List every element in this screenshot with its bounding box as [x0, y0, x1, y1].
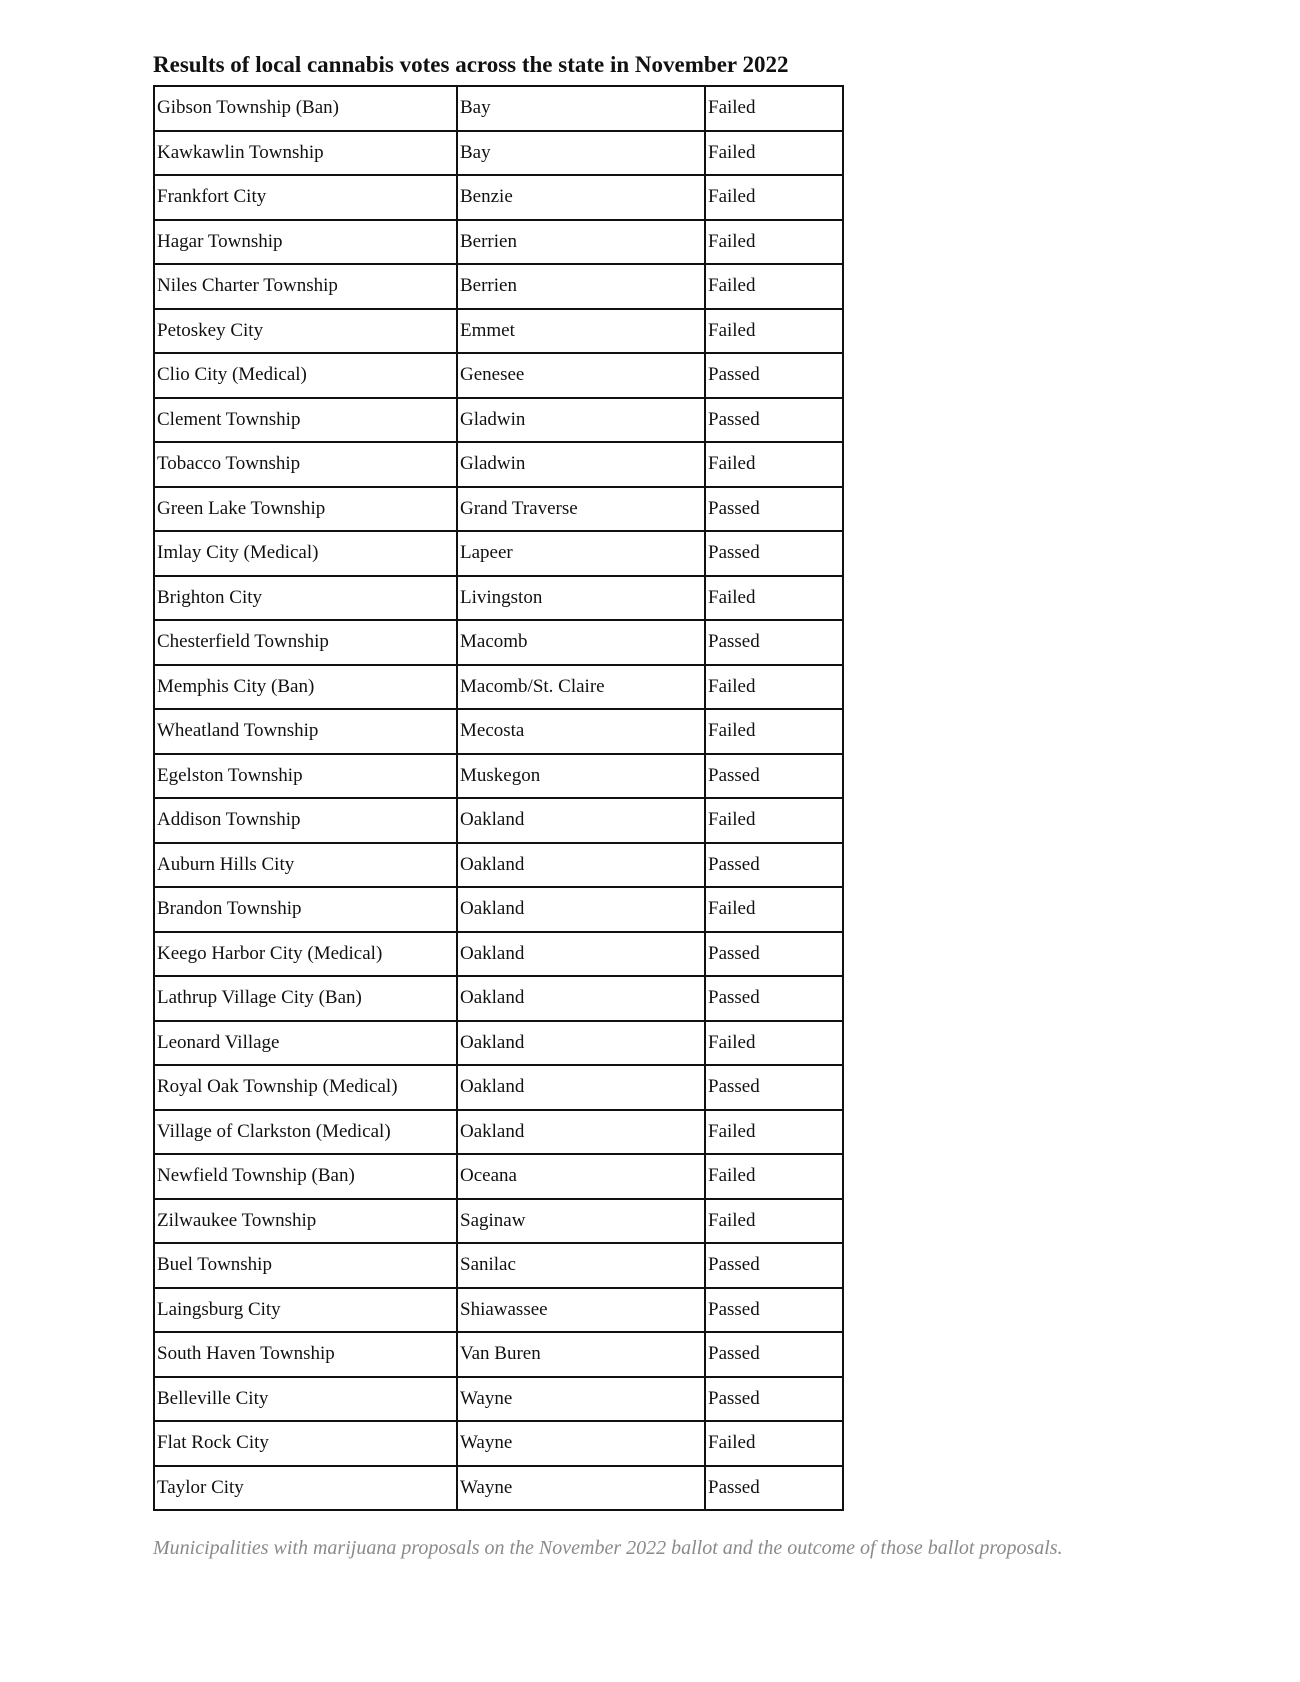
municipality-cell: Egelston Township	[154, 754, 457, 799]
table-row	[154, 976, 843, 1021]
county-cell: Livingston	[457, 576, 705, 621]
result-cell: Failed	[705, 131, 843, 176]
table-row	[154, 398, 843, 443]
table-row	[154, 1021, 843, 1066]
table-row	[154, 531, 843, 576]
municipality-cell: Zilwaukee Township	[154, 1199, 457, 1244]
table-row	[154, 1421, 843, 1466]
municipality-cell: Addison Township	[154, 798, 457, 843]
county-cell: Oakland	[457, 1065, 705, 1110]
table-row	[154, 264, 843, 309]
result-cell: Passed	[705, 353, 843, 398]
table-row	[154, 1243, 843, 1288]
result-cell: Passed	[705, 932, 843, 977]
municipality-cell: Niles Charter Township	[154, 264, 457, 309]
county-cell: Oakland	[457, 976, 705, 1021]
result-cell: Passed	[705, 487, 843, 532]
table-row	[154, 220, 843, 265]
result-cell: Failed	[705, 175, 843, 220]
municipality-cell: Laingsburg City	[154, 1288, 457, 1333]
result-cell: Passed	[705, 1377, 843, 1422]
result-cell: Failed	[705, 709, 843, 754]
table-row	[154, 843, 843, 888]
table-row	[154, 709, 843, 754]
result-cell: Passed	[705, 398, 843, 443]
municipality-cell: Gibson Township (Ban)	[154, 86, 457, 131]
municipality-cell: Hagar Township	[154, 220, 457, 265]
table-caption: Municipalities with marijuana proposals on the November 2022 ballot and the outcome of those ballot proposals.	[153, 1537, 1063, 1559]
county-cell: Emmet	[457, 309, 705, 354]
result-cell: Passed	[705, 620, 843, 665]
result-cell: Failed	[705, 1421, 843, 1466]
result-cell: Failed	[705, 665, 843, 710]
table-row	[154, 1466, 843, 1511]
county-cell: Wayne	[457, 1421, 705, 1466]
county-cell: Oakland	[457, 798, 705, 843]
table-row	[154, 175, 843, 220]
result-cell: Passed	[705, 1243, 843, 1288]
county-cell: Benzie	[457, 175, 705, 220]
county-cell: Oakland	[457, 1110, 705, 1155]
county-cell: Wayne	[457, 1377, 705, 1422]
municipality-cell: Buel Township	[154, 1243, 457, 1288]
county-cell: Oakland	[457, 843, 705, 888]
result-cell: Failed	[705, 86, 843, 131]
county-cell: Gladwin	[457, 442, 705, 487]
table-row	[154, 932, 843, 977]
result-cell: Passed	[705, 843, 843, 888]
result-cell: Failed	[705, 576, 843, 621]
municipality-cell: Newfield Township (Ban)	[154, 1154, 457, 1199]
county-cell: Gladwin	[457, 398, 705, 443]
municipality-cell: Flat Rock City	[154, 1421, 457, 1466]
county-cell: Bay	[457, 131, 705, 176]
municipality-cell: Imlay City (Medical)	[154, 531, 457, 576]
table-row	[154, 353, 843, 398]
municipality-cell: Village of Clarkston (Medical)	[154, 1110, 457, 1155]
municipality-cell: Petoskey City	[154, 309, 457, 354]
result-cell: Passed	[705, 531, 843, 576]
result-cell: Failed	[705, 1199, 843, 1244]
page-title: Results of local cannabis votes across the state in November 2022	[153, 52, 789, 77]
result-cell: Failed	[705, 442, 843, 487]
table-row	[154, 1154, 843, 1199]
result-cell: Failed	[705, 798, 843, 843]
municipality-cell: Clement Township	[154, 398, 457, 443]
municipality-cell: Frankfort City	[154, 175, 457, 220]
result-cell: Passed	[705, 1332, 843, 1377]
table-row	[154, 1110, 843, 1155]
table-row	[154, 442, 843, 487]
table-row	[154, 620, 843, 665]
results-table-body	[154, 86, 843, 1510]
table-row	[154, 1199, 843, 1244]
municipality-cell: Lathrup Village City (Ban)	[154, 976, 457, 1021]
county-cell: Mecosta	[457, 709, 705, 754]
county-cell: Sanilac	[457, 1243, 705, 1288]
municipality-cell: Belleville City	[154, 1377, 457, 1422]
result-cell: Failed	[705, 887, 843, 932]
county-cell: Oakland	[457, 887, 705, 932]
municipality-cell: Memphis City (Ban)	[154, 665, 457, 710]
municipality-cell: Brighton City	[154, 576, 457, 621]
county-cell: Oakland	[457, 1021, 705, 1066]
result-cell: Failed	[705, 1154, 843, 1199]
table-row	[154, 309, 843, 354]
municipality-cell: Brandon Township	[154, 887, 457, 932]
county-cell: Shiawassee	[457, 1288, 705, 1333]
document	[153, 50, 1153, 1560]
county-cell: Macomb/St. Claire	[457, 665, 705, 710]
result-cell: Passed	[705, 1466, 843, 1511]
county-cell: Saginaw	[457, 1199, 705, 1244]
table-row	[154, 1288, 843, 1333]
county-cell: Oceana	[457, 1154, 705, 1199]
municipality-cell: Chesterfield Township	[154, 620, 457, 665]
table-row	[154, 487, 843, 532]
municipality-cell: Leonard Village	[154, 1021, 457, 1066]
municipality-cell: Tobacco Township	[154, 442, 457, 487]
table-row	[154, 798, 843, 843]
municipality-cell: Green Lake Township	[154, 487, 457, 532]
municipality-cell: Royal Oak Township (Medical)	[154, 1065, 457, 1110]
municipality-cell: Clio City (Medical)	[154, 353, 457, 398]
county-cell: Genesee	[457, 353, 705, 398]
municipality-cell: Wheatland Township	[154, 709, 457, 754]
table-row	[154, 86, 843, 131]
municipality-cell: Auburn Hills City	[154, 843, 457, 888]
municipality-cell: Kawkawlin Township	[154, 131, 457, 176]
table-row	[154, 1065, 843, 1110]
county-cell: Berrien	[457, 220, 705, 265]
result-cell: Failed	[705, 309, 843, 354]
table-row	[154, 1377, 843, 1422]
result-cell: Failed	[705, 1021, 843, 1066]
county-cell: Macomb	[457, 620, 705, 665]
result-cell: Failed	[705, 264, 843, 309]
result-cell: Passed	[705, 1288, 843, 1333]
table-row	[154, 131, 843, 176]
result-cell: Failed	[705, 1110, 843, 1155]
table-row	[154, 576, 843, 621]
table-row	[154, 887, 843, 932]
county-cell: Bay	[457, 86, 705, 131]
county-cell: Muskegon	[457, 754, 705, 799]
county-cell: Berrien	[457, 264, 705, 309]
county-cell: Grand Traverse	[457, 487, 705, 532]
result-cell: Failed	[705, 220, 843, 265]
result-cell: Passed	[705, 976, 843, 1021]
table-row	[154, 1332, 843, 1377]
result-cell: Passed	[705, 754, 843, 799]
table-row	[154, 665, 843, 710]
county-cell: Van Buren	[457, 1332, 705, 1377]
result-cell: Passed	[705, 1065, 843, 1110]
municipality-cell: South Haven Township	[154, 1332, 457, 1377]
county-cell: Lapeer	[457, 531, 705, 576]
table-row	[154, 754, 843, 799]
municipality-cell: Taylor City	[154, 1466, 457, 1511]
results-table	[153, 85, 844, 1511]
municipality-cell: Keego Harbor City (Medical)	[154, 932, 457, 977]
county-cell: Oakland	[457, 932, 705, 977]
county-cell: Wayne	[457, 1466, 705, 1511]
